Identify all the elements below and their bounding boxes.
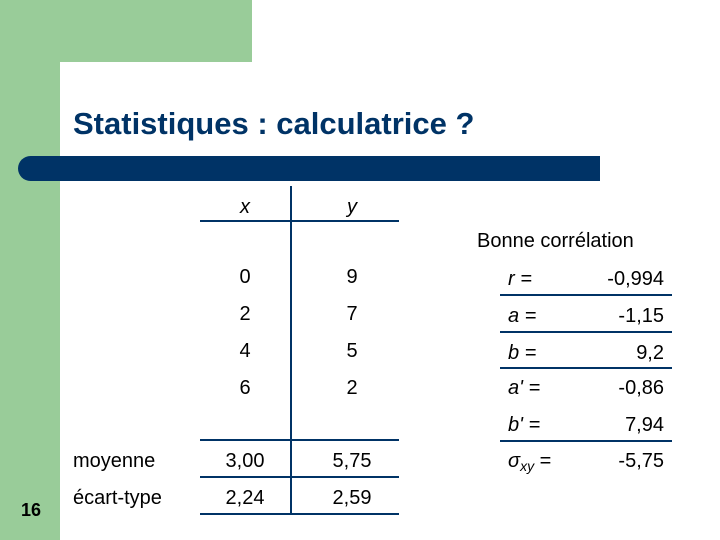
- result-label: r =: [508, 268, 532, 290]
- sigma-label: [508, 449, 551, 478]
- table-vline-1: [290, 186, 292, 514]
- table-cell-x: 0: [239, 266, 251, 288]
- result-rule: [500, 440, 672, 442]
- slide-number: 16: [20, 500, 42, 520]
- table-bottom-rule: [200, 513, 399, 515]
- table-cell-y: 2: [346, 377, 358, 399]
- sigma-symbol: σ: [508, 450, 521, 472]
- summary-std-y: 2,59: [332, 487, 372, 509]
- table-header-x: x: [240, 196, 250, 218]
- summary-label-std: écart-type: [73, 487, 162, 509]
- table-header-rule: [200, 220, 399, 222]
- result-value: -0,86: [618, 377, 664, 399]
- result-label: b' =: [508, 414, 541, 436]
- result-value: 9,2: [636, 342, 664, 364]
- table-cell-y: 5: [346, 340, 358, 362]
- table-cell-x: 2: [239, 303, 251, 325]
- result-value: -1,15: [618, 305, 664, 327]
- table-cell-y: 9: [346, 266, 358, 288]
- result-rule: [500, 294, 672, 296]
- result-value: -0,994: [607, 268, 664, 290]
- summary-label-mean: moyenne: [73, 450, 156, 472]
- result-label: a' =: [508, 377, 541, 399]
- summary-mean-y: 5,75: [332, 450, 372, 472]
- table-header-y: y: [347, 196, 357, 218]
- table-data-rule: [200, 439, 399, 441]
- sigma-value: -5,75: [618, 450, 664, 472]
- summary-std-x: 2,24: [225, 487, 265, 509]
- result-label: b =: [508, 342, 537, 364]
- sigma-subscript: xy: [520, 458, 535, 474]
- result-rule: [500, 331, 672, 333]
- table-cell-x: 4: [239, 340, 251, 362]
- table-summary-rule: [200, 476, 399, 478]
- decor-green-left: [0, 0, 60, 540]
- table-cell-x: 6: [239, 377, 251, 399]
- summary-mean-x: 3,00: [225, 450, 265, 472]
- result-value: 7,94: [625, 414, 664, 436]
- results-heading: Bonne corrélation: [477, 230, 634, 252]
- result-label: a =: [508, 305, 537, 327]
- sigma-equals: =: [539, 450, 552, 472]
- table-cell-y: 7: [346, 303, 358, 325]
- result-rule: [500, 367, 672, 369]
- title-rule: [18, 156, 600, 181]
- slide-title: Statistiques : calculatrice ?: [73, 106, 475, 141]
